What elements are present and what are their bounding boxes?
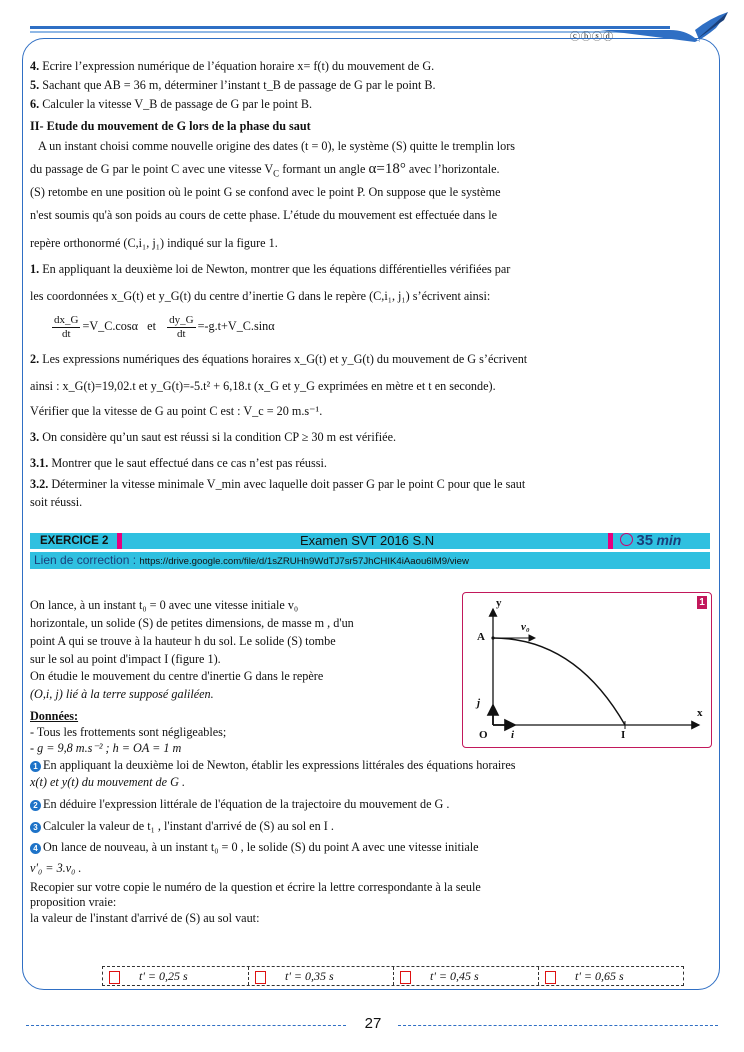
part2-p2: du passage de G par le point C avec une vitesse $V_C$ formant un angle α=18° avec l’horizontale. — [30, 161, 500, 179]
p2-a: du passage de G par le point C avec une vitesse V — [30, 162, 274, 176]
q6-text: Calculer la vitesse V_B de passage de G par le point B. — [42, 97, 313, 111]
trajectory-curve — [493, 638, 625, 725]
choice-1[interactable] — [103, 968, 245, 984]
q2-num: 2. — [30, 352, 40, 366]
label-y: y — [496, 597, 502, 609]
clock-icon — [620, 533, 633, 546]
angle-value: α=18° — [368, 161, 406, 177]
doc-icon — [109, 971, 120, 984]
q2a-text: Les expressions numériques des équations horaires x_G(t) et y_G(t) du mouvement de G s’écrivent — [42, 352, 528, 366]
bullet-2: 2 — [30, 800, 41, 811]
choice-3[interactable] — [394, 968, 536, 984]
figure-drawing — [463, 593, 711, 747]
ex2-question-2 — [30, 797, 710, 812]
q3-num: 3. — [30, 430, 40, 444]
bullet-3: 3 — [30, 822, 41, 833]
q31-num: 3.1. — [30, 456, 49, 470]
ex2-question-4b: v'₀ = 3.v₀ . — [30, 861, 82, 875]
q32a-text: Déterminer la vitesse minimale V_min avec laquelle doit passer G par le point C pour que le saut — [51, 477, 526, 491]
label-I: I — [621, 729, 626, 741]
ex2-question-4c: Recopier sur votre copie le numéro de la question et écrire la lettre correspondante à la seule — [30, 880, 481, 894]
correction-link-url[interactable]: https://drive.google.com/file/d/1sZRUHh9WdTJ7sr57JhCHIK4iAaou6lM9/view — [139, 556, 469, 567]
part2-p1: A un instant choisi comme nouvelle origine des dates (t = 0), le système (S) quitte le tremplin lors — [38, 139, 516, 153]
eq1-fraction — [52, 314, 80, 341]
bullet-1: 1 — [30, 761, 41, 772]
label-v0: v₀ — [521, 621, 530, 633]
part2-q2b: ainsi : x_G(t)=19,02.t et y_G(t)=-5.t² + 6,18.t (x_G et y_G exprimées en mètre et t en seconde). — [30, 379, 496, 393]
label-x: x — [697, 707, 703, 719]
doc-icon — [545, 971, 556, 984]
q6-num: 6. — [30, 97, 40, 111]
cc-by-nc-nd-icon: ⓒⓑⓢⓓ — [570, 32, 614, 43]
eq2-den: dt — [177, 327, 186, 340]
eq1-rhs: =V_C.cosα — [82, 319, 139, 333]
q5-num: 5. — [30, 78, 40, 92]
label-i: i — [511, 729, 515, 741]
part2-p4: n'est soumis qu'à son poids au cours de cette phase. L’étude du mouvement est effectuée dans le — [30, 208, 498, 222]
ex2-q4a: On lance de nouveau, à un instant t₀ = 0 , le solide (S) du point A avec une vitesse initiale — [43, 840, 479, 854]
correction-link-label: Lien de correction : — [34, 553, 137, 567]
ex2-q1a: En appliquant la deuxième loi de Newton, établir les expressions littérales des équations horaires — [43, 758, 516, 772]
ex2-question-4e: la valeur de l'instant d'arrivé de (S) au sol vaut: — [30, 911, 260, 925]
q4-num: 4. — [30, 59, 40, 73]
ex2-question-4d: proposition vraie: — [30, 895, 117, 909]
duration-unit: min — [656, 532, 682, 548]
choice-3-text: t' = 0,45 s — [430, 969, 479, 983]
differential-equations — [50, 311, 730, 341]
choice-2-text: t' = 0,35 s — [285, 969, 334, 983]
part2-q32 — [30, 477, 710, 492]
choice-1-text: t' = 0,25 s — [139, 969, 188, 983]
q32-num: 3.2. — [30, 477, 49, 491]
eq2-fraction — [167, 314, 195, 341]
footer-line-right — [398, 1025, 718, 1026]
ex2-question-3 — [30, 819, 710, 834]
data-line-2: - g = 9,8 m.s⁻² ; h = OA = 1 m — [30, 741, 182, 755]
ex2-question-1 — [30, 758, 710, 773]
correction-link[interactable] — [34, 553, 469, 569]
ex2-intro2: horizontale, un solide (S) de petites dimensions, de masse m , d'un — [30, 616, 354, 630]
part2-q2a — [30, 352, 710, 367]
part2-q31 — [30, 456, 710, 471]
page-number: 27 — [364, 1015, 382, 1032]
label-O: O — [479, 729, 488, 741]
eq1-num: dx_G — [54, 313, 79, 326]
exercise-label-marker — [117, 533, 122, 549]
q3-text: On considère qu’un saut est réussi si la condition CP ≥ 30 m est vérifiée. — [42, 430, 397, 444]
part2-q1b: les coordonnées x_G(t) et y_G(t) du centre d’inertie G dans le repère (C,i₁, j₁) s’écrivent ainsi: — [30, 289, 491, 303]
part2-q2c: Vérifier que la vitesse de G au point C est : V_c = 20 m.s⁻¹. — [30, 404, 323, 418]
ex2-question-1b: x(t) et y(t) du mouvement de G . — [30, 775, 185, 789]
ex2-intro1: On lance, à un instant t₀ = 0 avec une vitesse initiale v₀ — [30, 598, 299, 612]
part2-p5: repère orthonormé (C,i₁, j₁) indiqué sur la figure 1. — [30, 236, 278, 250]
eq2-num: dy_G — [169, 313, 194, 326]
question-4 — [30, 59, 710, 74]
duration-value: 35 — [636, 532, 654, 549]
label-j: j — [477, 697, 481, 709]
choice-4-text: t' = 0,65 s — [575, 969, 624, 983]
q1a-text: En appliquant la deuxième loi de Newton, montrer que les équations différentielles vérifiées par — [42, 262, 511, 276]
ex2-intro3: point A qui se trouve à la hauteur h du sol. Le solide (S) tombe — [30, 634, 336, 648]
part2-q32b: soit réussi. — [30, 495, 83, 509]
p2-d: avec l’horizontale. — [405, 162, 500, 176]
ex2-question-4 — [30, 840, 710, 855]
ex2-intro4: sur le sol au point d'impact I (figure 1). — [30, 652, 221, 666]
data-title: Données: — [30, 709, 79, 723]
ex2-intro6: (O,i, j) lié à la terre supposé galiléen. — [30, 687, 214, 701]
doc-icon — [400, 971, 411, 984]
question-6 — [30, 97, 710, 112]
eq-and: et — [147, 319, 156, 333]
choice-2[interactable] — [249, 968, 391, 984]
part2-q1a — [30, 262, 710, 277]
ex2-intro5: On étudie le mouvement du centre d'inertie G dans le repère — [30, 669, 324, 683]
exercise-duration — [620, 532, 681, 550]
ex2-q2: En déduire l'expression littérale de l'équation de la trajectoire du mouvement de G . — [43, 797, 450, 811]
exercise-source: Examen SVT 2016 S.N — [300, 533, 435, 548]
bullet-4: 4 — [30, 843, 41, 854]
question-5 — [30, 78, 710, 93]
part2-q3 — [30, 430, 710, 445]
doc-icon — [255, 971, 266, 984]
label-A: A — [477, 631, 485, 643]
q4-text: Ecrire l’expression numérique de l’équation horaire x= f(t) du mouvement de G. — [42, 59, 435, 73]
duration-marker — [608, 533, 613, 549]
q5-text: Sachant que AB = 36 m, déterminer l’instant t_B de passage de G par le point B. — [42, 78, 436, 92]
q1-num: 1. — [30, 262, 40, 276]
exercise-label: EXERCICE 2 — [40, 535, 109, 547]
q31-text: Montrer que le saut effectué dans ce cas n’est pas réussi. — [51, 456, 327, 470]
p2-b: formant un angle — [279, 162, 369, 176]
figure-number: 1 — [697, 596, 707, 609]
footer-line-left — [26, 1025, 346, 1026]
part2-p3: (S) retombe en une position où le point G se confond avec le point P. On suppose que le système — [30, 185, 501, 199]
ex2-q3: Calculer la valeur de t₁ , l'instant d'arrivé de (S) au sol en I . — [43, 819, 334, 833]
header-rule — [30, 26, 670, 29]
part2-title: II- Etude du mouvement de G lors de la phase du saut — [30, 119, 311, 133]
answer-choices — [102, 966, 684, 986]
eq1-den: dt — [61, 327, 71, 340]
choice-4[interactable] — [539, 968, 681, 984]
figure-1 — [462, 592, 712, 748]
data-line-1: - Tous les frottements sont négligeables; — [30, 725, 227, 739]
eq2-rhs: =-g.t+V_C.sinα — [197, 319, 275, 333]
